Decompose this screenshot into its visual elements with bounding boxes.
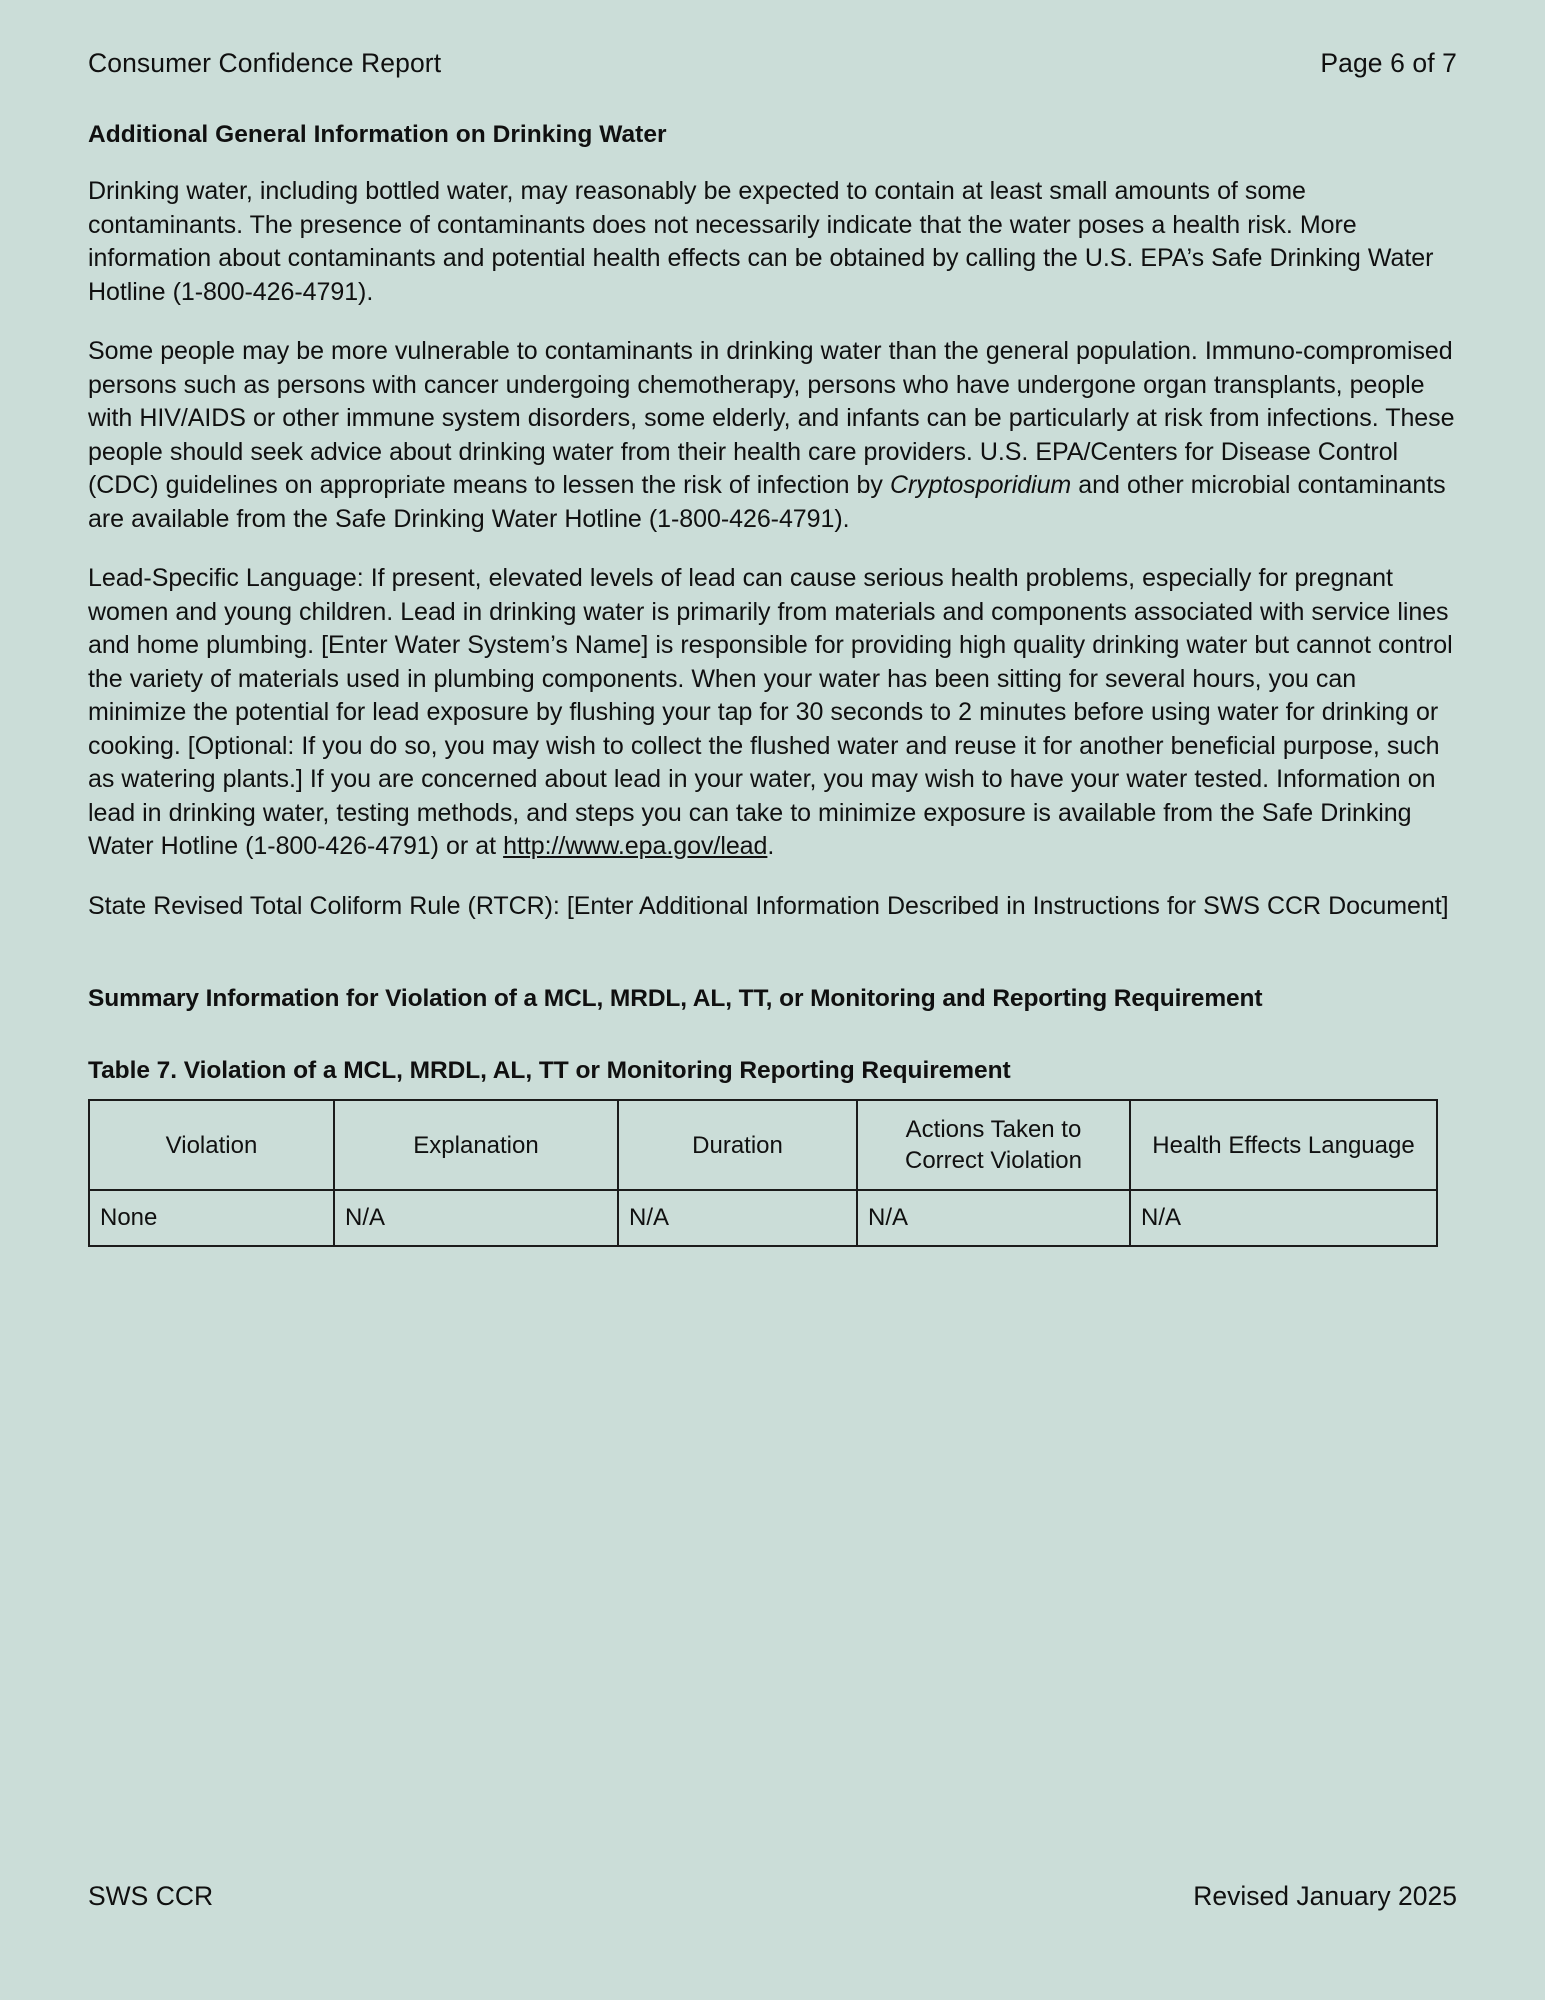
footer-revision-date: Revised January 2025 bbox=[1193, 1881, 1457, 1911]
table-cell-violation: None bbox=[89, 1190, 334, 1246]
table-column-header-violation: Violation bbox=[89, 1100, 334, 1190]
table-row bbox=[89, 1190, 1437, 1246]
paragraph-lead-part1: Lead-Specific Language: If present, elevated levels of lead can cause serious health problems, especially for pregnant women and young children. Lead in drinking water is primarily from materials and components associated with service lines and home plumbing. [Enter Water System’s Name] is responsible for providing high quality drinking water but cannot control the variety of materials used in plumbing components. When your water has been sitting for several hours, you can minimize the potential for lead exposure by flushing your tap for 30 seconds to 2 minutes before using water for drinking or cooking. [Optional: If you do so, you may wish to collect the flushed water and reuse it for another beneficial purpose, such as watering plants.] If you are concerned about lead in your water, you may wish to have your water tested. Information on lead in drinking water, testing methods, and steps you can take to minimize exposure is available from the Safe Drinking Water Hotline (1-800-426-4791) or at bbox=[88, 564, 1453, 860]
violation-table bbox=[88, 1099, 1438, 1247]
table-cell-actions-taken: N/A bbox=[857, 1190, 1130, 1246]
header-document-title: Consumer Confidence Report bbox=[88, 48, 442, 78]
paragraph-rtcr: State Revised Total Coliform Rule (RTCR): [Enter Additional Information Described in Instructions for SWS CCR Document] bbox=[88, 891, 1449, 920]
table-cell-explanation: N/A bbox=[334, 1190, 618, 1246]
paragraph-contaminants-general: Drinking water, including bottled water, may reasonably be expected to contain at least small amounts of some contaminants. The presence of contaminants does not necessarily indicate that the water poses a health risk. More information about contaminants and potential health effects can be obtained by calling the U.S. EPA’s Safe Drinking Water Hotline (1-800-426-4791). bbox=[88, 177, 1434, 306]
table-column-header-explanation: Explanation bbox=[334, 1100, 618, 1190]
epa-lead-link[interactable]: http://www.epa.gov/lead bbox=[503, 832, 768, 860]
paragraph-vulnerable-populations-part2: and other microbial contaminants are available from the Safe Drinking Water Hotline (1-800-426-4791). bbox=[88, 471, 1446, 533]
footer-document-code: SWS CCR bbox=[88, 1881, 214, 1911]
table-header-row bbox=[89, 1100, 1437, 1190]
header-page-number: Page 6 of 7 bbox=[1320, 48, 1457, 78]
page-footer bbox=[88, 1881, 1457, 1912]
paragraph-lead-part2: . bbox=[767, 832, 775, 860]
table-caption: Table 7. Violation of a MCL, MRDL, AL, TT or Monitoring Reporting Requirement bbox=[88, 1057, 1011, 1084]
paragraph-vulnerable-populations-part1: Some people may be more vulnerable to contaminants in drinking water than the general population. Immuno-compromised persons such as persons with cancer undergoing chemotherapy, persons who have undergone organ transplants, people with HIV/AIDS or other immune system disorders, some elderly, and infants can be particularly at risk from infections. These people should seek advice about drinking water from their health care providers. U.S. EPA/Centers for Disease Control (CDC) guidelines on appropriate means to lessen the risk of infection by bbox=[88, 337, 1455, 499]
table-column-header-actions-taken: Actions Taken to Correct Violation bbox=[857, 1100, 1130, 1190]
summary-section-heading: Summary Information for Violation of a MCL, MRDL, AL, TT, or Monitoring and Reporting Requirement bbox=[88, 985, 1263, 1012]
table-cell-health-effects: N/A bbox=[1130, 1190, 1437, 1246]
table-column-header-duration: Duration bbox=[618, 1100, 857, 1190]
paragraph-lead-specific-language bbox=[88, 562, 1457, 864]
page-header bbox=[88, 0, 1457, 79]
page-content bbox=[88, 121, 1457, 1247]
table-column-header-health-effects: Health Effects Language bbox=[1130, 1100, 1437, 1190]
cryptosporidium-italic-term: Cryptosporidium bbox=[889, 471, 1072, 499]
paragraph-vulnerable-populations bbox=[88, 335, 1457, 536]
section-heading: Additional General Information on Drinking Water bbox=[88, 121, 667, 148]
table-cell-duration: N/A bbox=[618, 1190, 857, 1246]
